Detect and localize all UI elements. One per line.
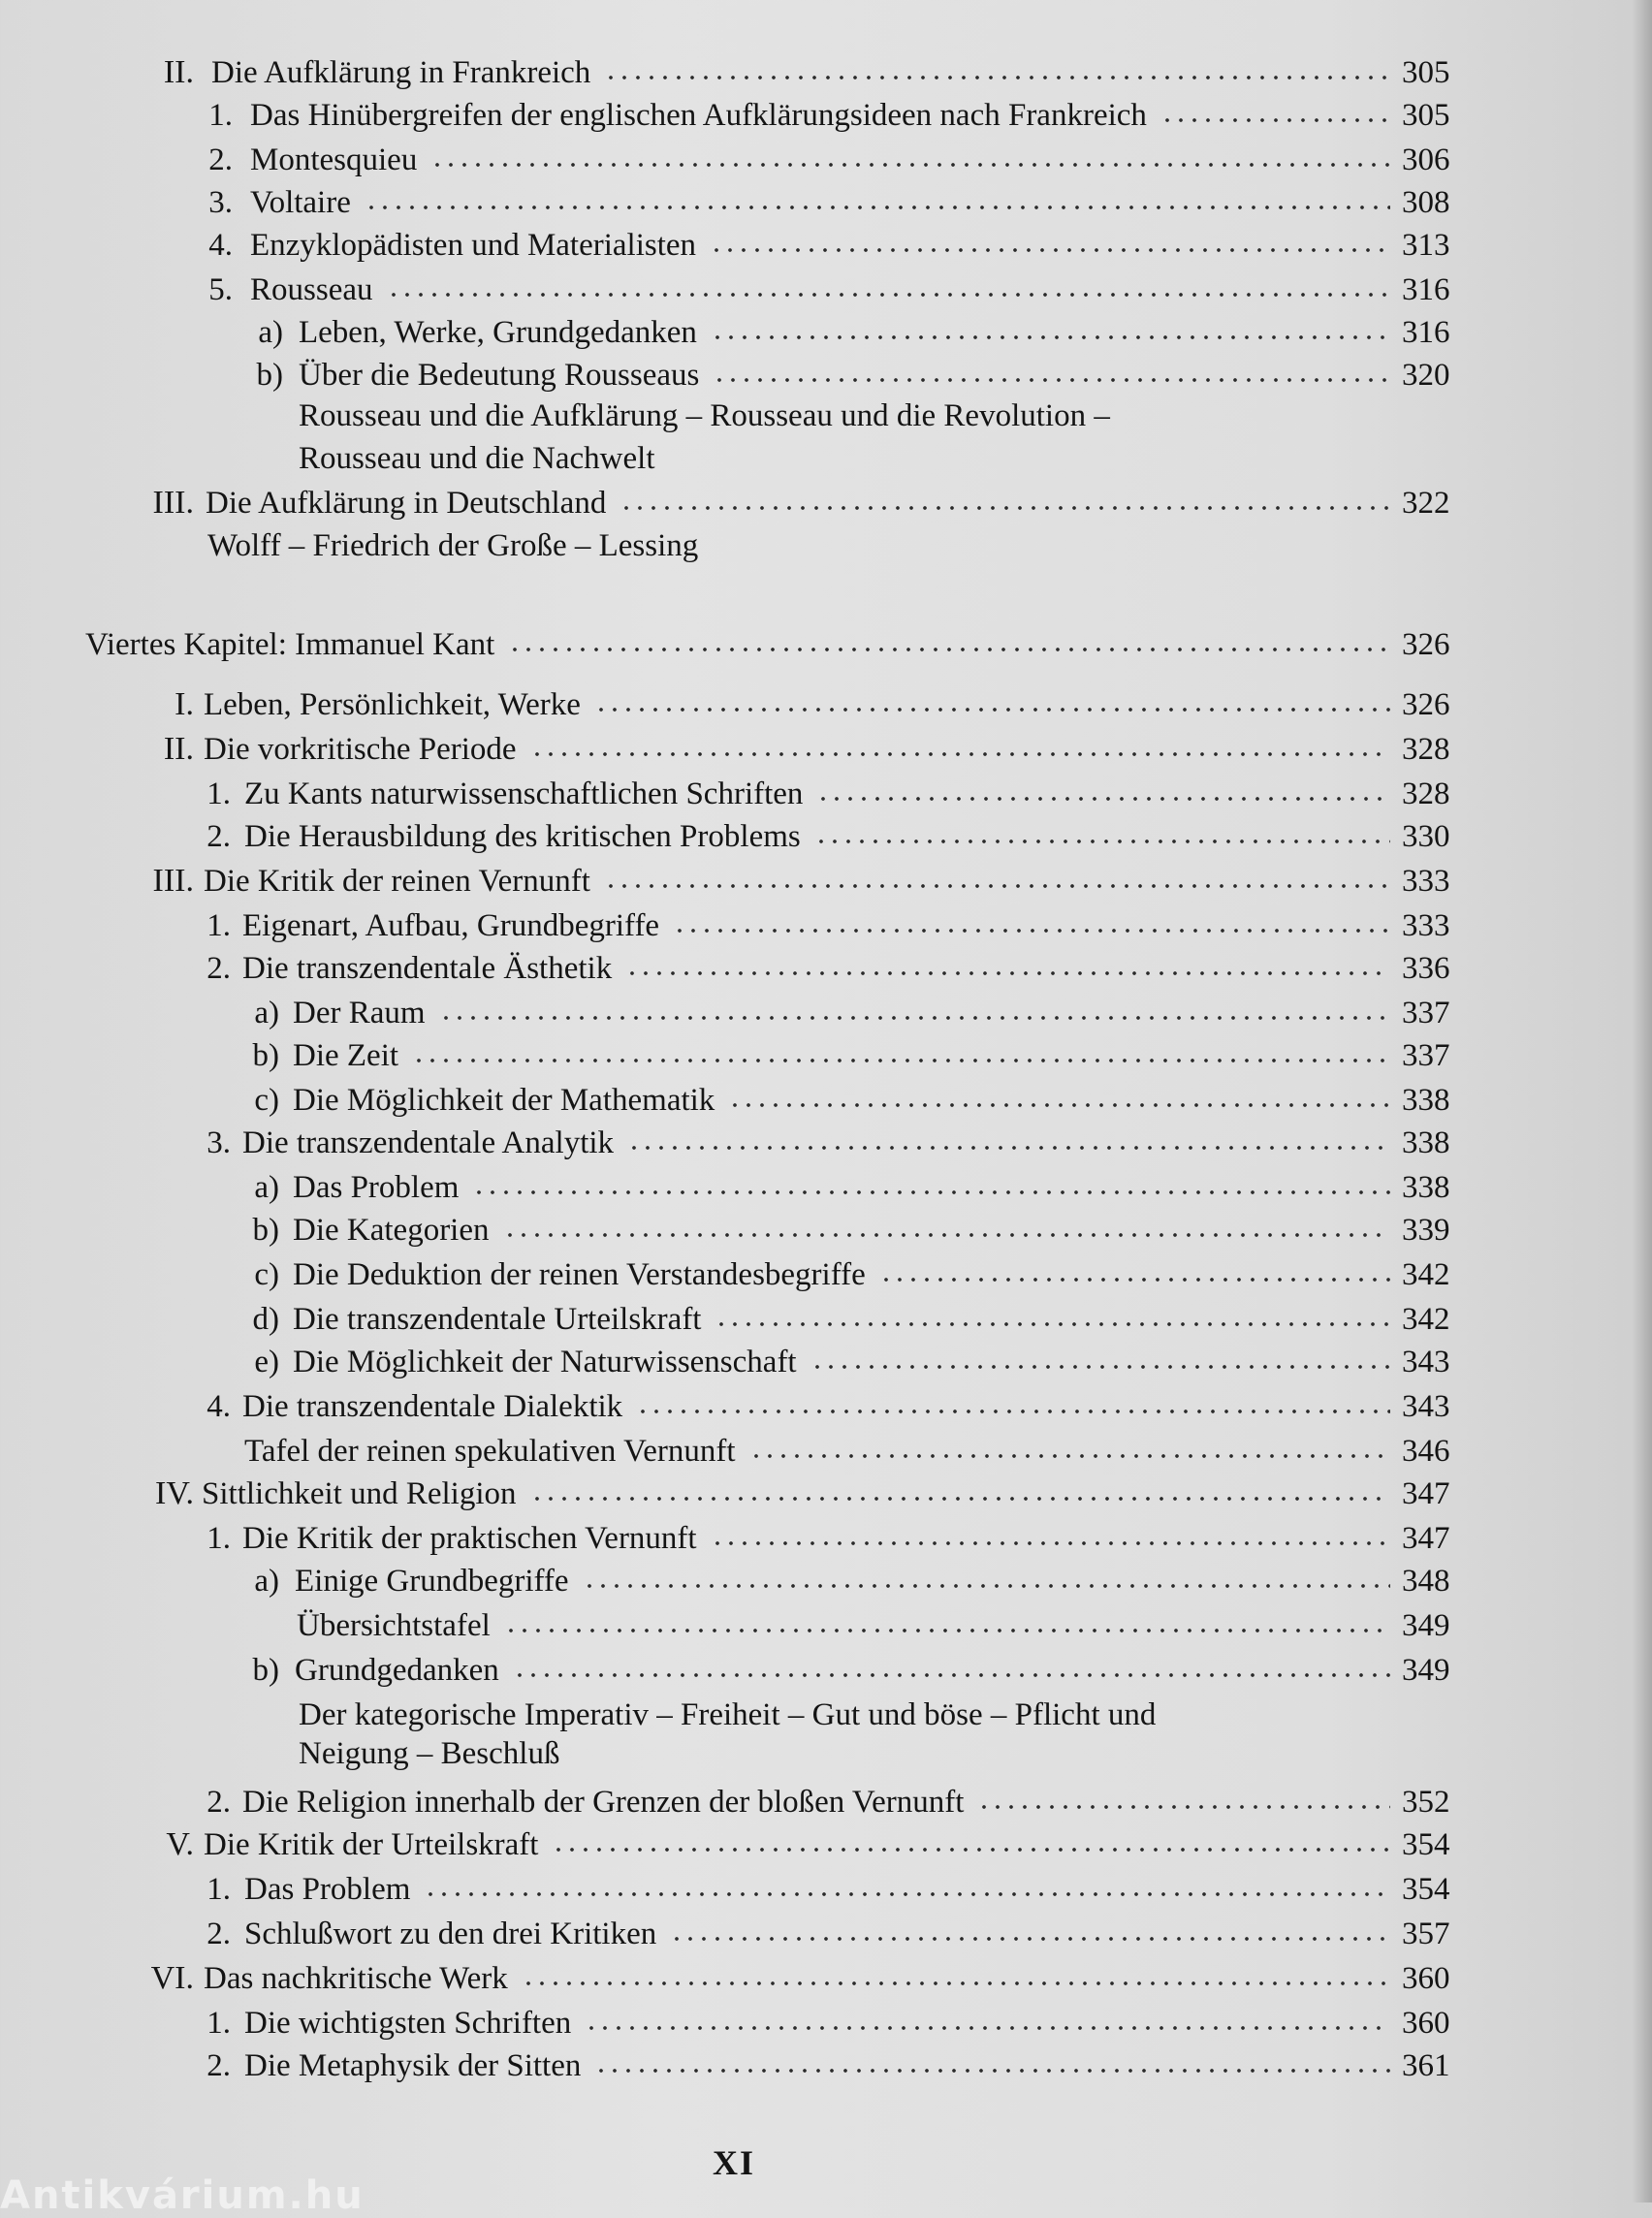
toc-title-text: Die Möglichkeit der Naturwissenschaft: [293, 1345, 797, 1379]
toc-entry-title: [206, 481, 1390, 525]
toc-entry-number: 1.: [206, 1872, 231, 1907]
toc-title-text: Die Religion innerhalb der Grenzen der bloßen Vernunft: [242, 1785, 965, 1820]
toc-entry: 4. Enzyklopädisten und Materialisten 313: [0, 223, 1652, 268]
toc-title-text: Die Kategorien: [293, 1213, 490, 1248]
dot-leader: [711, 333, 1390, 341]
toc-entry-number: e): [254, 1345, 279, 1379]
toc-entry-number: 5.: [208, 272, 233, 307]
toc-entry-number: 2.: [206, 2048, 231, 2083]
toc-title-text: Die Kritik der Urteilskraft: [204, 1827, 539, 1862]
toc-entry: e) Die Möglichkeit der Naturwissenschaft 343: [0, 1340, 1652, 1384]
toc-entry: 2. Schlußwort zu den drei Kritiken 357: [0, 1912, 1652, 1956]
toc-entry-number: a): [258, 315, 283, 350]
dot-leader: [522, 1980, 1390, 1987]
dot-leader: [620, 504, 1390, 512]
toc-entry-number: 1.: [206, 2006, 231, 2041]
toc-entry: VI. Das nachkritische Werk 360: [0, 1956, 1652, 2001]
toc-entry-number: d): [252, 1302, 279, 1337]
toc-entry-title: [211, 50, 1390, 95]
toc-entry-title: [244, 772, 1390, 816]
toc-entry: Übersichtstafel 349: [0, 1603, 1652, 1648]
toc-entry-title: [244, 1912, 1390, 1956]
toc-entry-title: [204, 682, 1390, 727]
toc-entry: b) Über die Bedeutung Rousseaus 320: [0, 353, 1652, 397]
dot-leader: [814, 838, 1390, 845]
toc-entry: II. Die vorkritische Periode 328: [0, 727, 1652, 772]
toc-title-text: Voltaire: [250, 185, 351, 220]
toc-title-text: Leben, Persönlichkeit, Werke: [204, 687, 581, 722]
dot-leader: [594, 706, 1390, 713]
toc-entry: I. Leben, Persönlichkeit, Werke 326: [0, 682, 1652, 727]
toc-entry: 1. Das Problem 354: [0, 1867, 1652, 1912]
toc-entry-subtopics: Rousseau und die Aufklärung – Rousseau und die Revolution –: [299, 398, 1110, 433]
toc-title-text: Leben, Werke, Grundgedanken: [299, 315, 697, 350]
toc-entry-title: [299, 310, 1390, 355]
dot-leader: [670, 1935, 1390, 1943]
dot-leader: [594, 2067, 1390, 2075]
toc-entry: a) Das Problem 338: [0, 1165, 1652, 1210]
toc-entry-number: 1.: [206, 908, 231, 943]
toc-entry: 2. Die Herausbildung des kritischen Problems 330: [0, 814, 1652, 859]
dot-leader: [530, 750, 1390, 758]
toc-entry-number: c): [254, 1257, 279, 1292]
toc-entry: a) Leben, Werke, Grundgedanken 316: [0, 310, 1652, 355]
dot-leader: [713, 376, 1390, 384]
dot-leader: [412, 1057, 1390, 1064]
toc-entry: 1. Eigenart, Aufbau, Grundbegriffe 333: [0, 903, 1652, 948]
toc-entry-title: [204, 727, 1390, 772]
dot-leader: [673, 927, 1390, 935]
toc-entry-number: c): [254, 1083, 279, 1118]
toc-entry-title: [293, 1033, 1390, 1078]
toc-entry-number: b): [252, 1213, 279, 1248]
dot-leader: [552, 1846, 1390, 1854]
dot-leader: [508, 646, 1390, 653]
toc-entry-title: [244, 814, 1390, 859]
toc-entry-number: 4.: [208, 228, 233, 263]
toc-entry: 1. Das Hinübergreifen der englischen Aufklärungsideen nach Frankreich 305: [0, 93, 1652, 138]
toc-title-text: Die transzendentale Urteilskraft: [293, 1302, 702, 1337]
toc-entry-title: [242, 1384, 1390, 1429]
toc-entry-title: [250, 138, 1390, 182]
dot-leader: [710, 246, 1390, 254]
toc-entry: d) Die transzendentale Urteilskraft 342: [0, 1297, 1652, 1342]
toc-entry: b) Die Zeit 337: [0, 1033, 1652, 1078]
toc-entry-number: b): [256, 358, 283, 393]
toc-entry-number: 2.: [208, 143, 233, 177]
toc-entry: V. Die Kritik der Urteilskraft 354: [0, 1822, 1652, 1867]
toc-entry-number: II.: [163, 731, 194, 767]
dot-leader: [503, 1231, 1391, 1239]
toc-entry-number: III.: [152, 485, 194, 521]
toc-entry: 3. Die transzendentale Analytik 338: [0, 1121, 1652, 1165]
toc-entry: Tafel der reinen spekulativen Vernunft 346: [0, 1429, 1652, 1473]
toc-entry: II. Die Aufklärung in Frankreich 305: [0, 50, 1652, 95]
toc-entry-number: b): [252, 1653, 279, 1688]
toc-title-text: Das Problem: [293, 1170, 460, 1205]
toc-entry-title: [242, 1121, 1390, 1165]
toc-entry-number: 2.: [206, 1785, 231, 1820]
dot-leader: [816, 795, 1390, 803]
dot-leader: [430, 161, 1390, 169]
dot-leader: [1160, 116, 1390, 124]
toc-entry-number: 3.: [208, 185, 233, 220]
toc-entry-number: V.: [166, 1826, 194, 1862]
dot-leader: [728, 1101, 1390, 1109]
dot-leader: [365, 204, 1390, 211]
toc-entry: III. Die Kritik der reinen Vernunft 333: [0, 859, 1652, 903]
toc-entry-subtopics: Wolff – Friedrich der Große – Lessing: [207, 528, 699, 563]
toc-chapter-heading: Viertes Kapitel: Immanuel Kant 326: [0, 622, 1652, 667]
toc-entry-title: [244, 2001, 1390, 2045]
toc-title-text: Montesquieu: [250, 143, 418, 177]
toc-title-text: Das Hinübergreifen der englischen Aufklärungsideen nach Frankreich: [250, 98, 1147, 133]
dot-leader: [424, 1890, 1390, 1898]
dot-leader: [636, 1408, 1390, 1415]
toc-title-text: Das nachkritische Werk: [204, 1961, 508, 1996]
toc-entry: c) Die Möglichkeit der Mathematik 338: [0, 1078, 1652, 1123]
toc-title-text: Die Metaphysik der Sitten: [244, 2048, 582, 2083]
toc-title-text: Einige Grundbegriffe: [295, 1564, 569, 1599]
dot-leader: [439, 1014, 1390, 1022]
toc-entry: III. Die Aufklärung in Deutschland 322: [0, 481, 1652, 525]
toc-entry-title: [293, 1297, 1390, 1342]
dot-leader: [604, 882, 1390, 890]
toc-entry-title: [299, 353, 1390, 397]
toc-title-text: Die Aufklärung in Frankreich: [211, 55, 591, 90]
toc-entry: 2. Die transzendentale Ästhetik 336: [0, 946, 1652, 991]
toc-entry: 1. Die wichtigsten Schriften 360: [0, 2001, 1652, 2045]
toc-entry: 1. Zu Kants naturwissenschaftlichen Schriften 328: [0, 772, 1652, 816]
toc-title-text: Über die Bedeutung Rousseaus: [299, 358, 700, 393]
toc-title-text: Schlußwort zu den drei Kritiken: [244, 1917, 657, 1951]
toc-entry-number: 4.: [206, 1389, 231, 1424]
toc-entry-number: 1.: [208, 98, 233, 133]
dot-leader: [472, 1188, 1390, 1196]
toc-entry-title: [295, 1559, 1390, 1603]
toc-entry-number: IV.: [155, 1475, 194, 1511]
dot-leader: [513, 1671, 1390, 1679]
toc-entry-number: a): [254, 996, 279, 1030]
toc-entry-number: I.: [175, 686, 194, 722]
toc-title-text: Die Deduktion der reinen Verstandesbegriffe: [293, 1257, 866, 1292]
toc-title-text: Die Kritik der praktischen Vernunft: [242, 1521, 697, 1556]
dot-leader: [625, 969, 1390, 977]
toc-title-text: Eigenart, Aufbau, Grundbegriffe: [242, 908, 660, 943]
toc-entry-number: III.: [152, 863, 194, 899]
dot-leader: [604, 74, 1390, 81]
toc-entry: 2. Die Religion innerhalb der Grenzen der bloßen Vernunft 352: [0, 1780, 1652, 1824]
toc-entry: 5. Rousseau 316: [0, 268, 1652, 312]
toc-entry-title: [293, 1165, 1390, 1210]
toc-title-text: Zu Kants naturwissenschaftlichen Schriften: [244, 776, 804, 811]
dot-leader: [977, 1803, 1390, 1811]
toc-title-text: Enzyklopädisten und Materialisten: [250, 228, 697, 263]
watermark-logo: Antikvárium.hu: [0, 2173, 365, 2218]
toc-entry: a) Einige Grundbegriffe 348: [0, 1559, 1652, 1603]
toc-entry-number: 2.: [206, 819, 231, 854]
toc-entry: a) Der Raum 337: [0, 991, 1652, 1035]
toc-title-text: Die Herausbildung des kritischen Problems: [244, 819, 801, 854]
toc-entry-title: [293, 991, 1390, 1035]
toc-title-text: Die transzendentale Analytik: [242, 1125, 615, 1160]
toc-entry-title: [242, 1516, 1390, 1561]
toc-entry-subtopics: Rousseau und die Nachwelt: [299, 441, 655, 476]
toc-entry-title: [293, 1252, 1390, 1297]
toc-entry-number: 3.: [206, 1125, 231, 1160]
toc-entry: 1. Die Kritik der praktischen Vernunft 347: [0, 1516, 1652, 1561]
toc-entry: 4. Die transzendentale Dialektik 343: [0, 1384, 1652, 1429]
toc-title-text: Die wichtigsten Schriften: [244, 2006, 572, 2041]
toc-entry: 2. Die Metaphysik der Sitten 361: [0, 2044, 1652, 2088]
toc-entry-number: VI.: [150, 1960, 194, 1996]
toc-entry-title: [250, 268, 1390, 312]
toc-title-text: Übersichtstafel: [297, 1608, 491, 1643]
toc-title-text: Das Problem: [244, 1872, 411, 1907]
toc-entry-number: 1.: [206, 1521, 231, 1556]
toc-entry-subtopics: Der kategorische Imperativ – Freiheit – Gut und böse – Pflicht und: [299, 1697, 1157, 1732]
toc-entry-title: [242, 946, 1390, 991]
toc-entry-number: a): [254, 1170, 279, 1205]
toc-entry: b) Die Kategorien 339: [0, 1208, 1652, 1252]
bleed-through-text: [620, 582, 639, 618]
toc-entry-number: II.: [163, 54, 194, 90]
toc-title-text: Tafel der reinen spekulativen Vernunft: [244, 1434, 736, 1469]
toc-entry-number: 1.: [206, 776, 231, 811]
toc-entry-title: [244, 1429, 1390, 1473]
toc-entry-title: [204, 1822, 1390, 1867]
toc-title-text: Die Zeit: [293, 1038, 399, 1073]
dot-leader: [749, 1452, 1390, 1460]
toc-entry: 3. Voltaire 308: [0, 180, 1652, 225]
toc-entry-title: [85, 622, 1390, 667]
toc-title-text: Die vorkritische Periode: [204, 732, 517, 767]
dot-leader: [810, 1363, 1390, 1371]
dot-leader: [879, 1276, 1390, 1283]
dot-leader: [627, 1144, 1390, 1152]
toc-entry-title: [293, 1078, 1390, 1123]
toc-entry-title: [244, 2044, 1390, 2088]
toc-title-text: Der Raum: [293, 996, 426, 1030]
toc-entry-title: [293, 1208, 1390, 1252]
dot-leader: [583, 1582, 1390, 1590]
toc-entry-title: [250, 223, 1390, 268]
toc-entry-title: [242, 903, 1390, 948]
toc-entry: IV. Sittlichkeit und Religion 347: [0, 1472, 1652, 1516]
toc-entry-title: [204, 1956, 1390, 2001]
dot-leader: [504, 1627, 1390, 1634]
dot-leader: [530, 1495, 1391, 1503]
toc-entry-title: [244, 1867, 1390, 1912]
toc-entry-title: [204, 859, 1390, 903]
toc-entry-title: [297, 1603, 1390, 1648]
toc-entry-title: [250, 180, 1390, 225]
toc-entry: c) Die Deduktion der reinen Verstandesbegriffe 342: [0, 1252, 1652, 1297]
dot-leader: [387, 291, 1391, 299]
toc-entry-number: 2.: [206, 951, 231, 986]
toc-entry-number: 2.: [206, 1917, 231, 1951]
toc-title-text: Rousseau: [250, 272, 373, 307]
toc-entry-title: [202, 1472, 1390, 1516]
toc-title-text: Die Möglichkeit der Mathematik: [293, 1083, 715, 1118]
toc-entry: 2. Montesquieu 306: [0, 138, 1652, 182]
toc-entry-subtopics: Neigung – Beschluß: [299, 1736, 560, 1771]
toc-entry: b) Grundgedanken 349: [0, 1648, 1652, 1693]
toc-title-text: Grundgedanken: [295, 1653, 499, 1688]
toc-entry-title: [293, 1340, 1390, 1384]
toc-title-text: Die transzendentale Dialektik: [242, 1389, 623, 1424]
toc-title-text: Die Kritik der reinen Vernunft: [204, 864, 590, 899]
dot-leader: [711, 1539, 1390, 1547]
toc-title-text: Viertes Kapitel: Immanuel Kant: [85, 627, 495, 662]
toc-entry-title: [250, 93, 1390, 138]
toc-entry-number: a): [254, 1564, 279, 1599]
toc-title-text: Die Aufklärung in Deutschland: [206, 486, 607, 521]
dot-leader: [585, 2024, 1390, 2032]
toc-title-text: Die transzendentale Ästhetik: [242, 951, 613, 986]
toc-entry-number: b): [252, 1038, 279, 1073]
page-number: XI: [712, 2143, 755, 2182]
toc-title-text: Sittlichkeit und Religion: [202, 1476, 517, 1511]
toc-entry-title: [242, 1780, 1390, 1824]
dot-leader: [715, 1320, 1390, 1328]
toc-entry-title: [295, 1648, 1390, 1693]
